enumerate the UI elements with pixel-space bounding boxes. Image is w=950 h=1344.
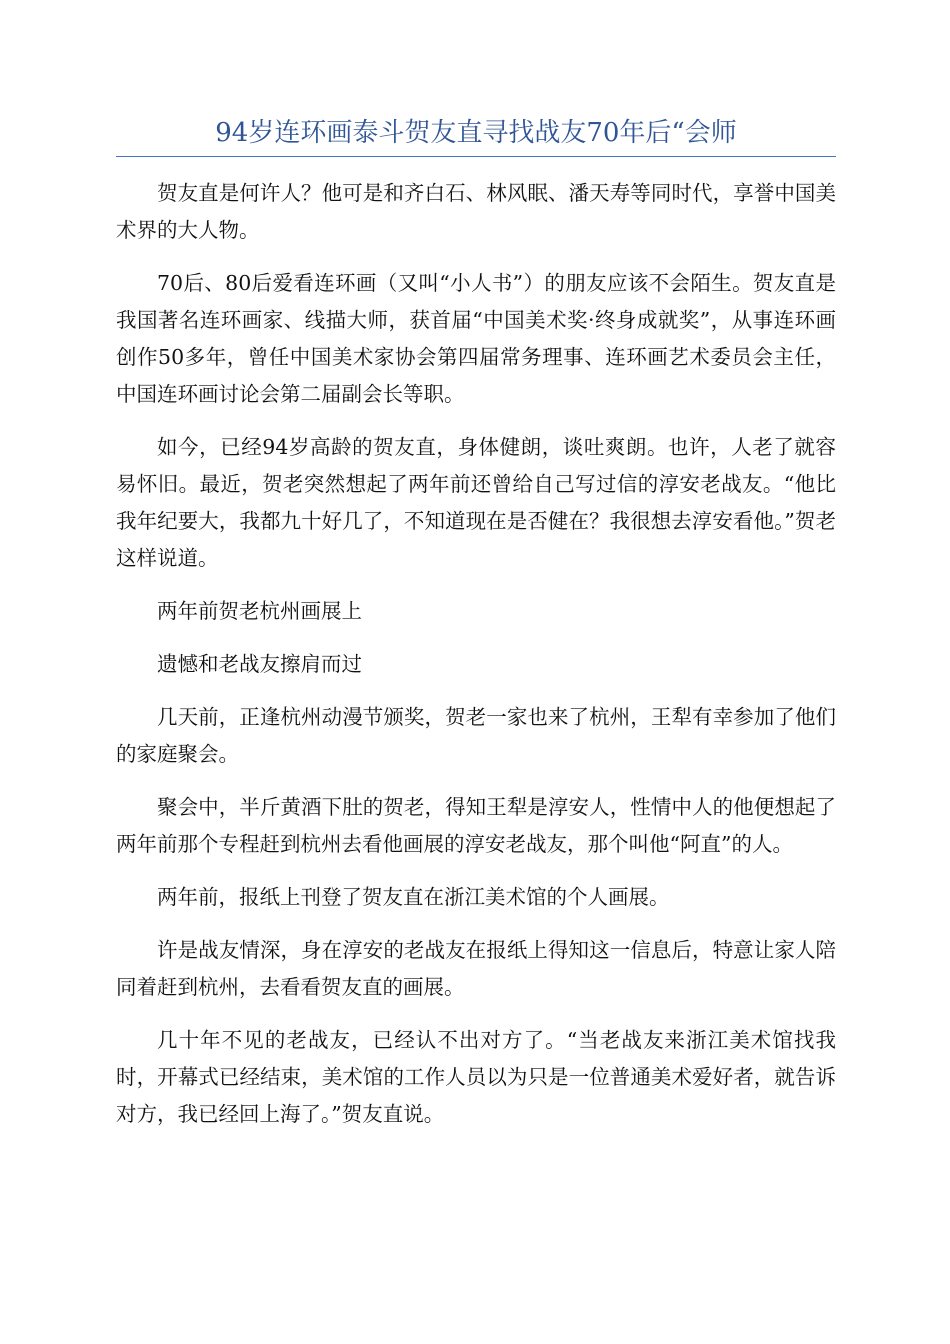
paragraph-7: 聚会中，半斤黄酒下肚的贺老，得知王犁是淳安人，性情中人的他便想起了两年前那个专程赶到杭州去看他画展的淳安老战友，那个叫他“阿直”的人。 [116, 795, 836, 856]
paragraph-6: 几天前，正逢杭州动漫节颁奖，贺老一家也来了杭州，王犁有幸参加了他们的家庭聚会。 [116, 705, 836, 766]
subheading-line-2: 遗憾和老战友擦肩而过 [157, 652, 362, 676]
paragraph-2: 70后、80后爱看连环画（又叫“小人书”）的朋友应该不会陌生。贺友直是我国著名连环画家、线描大师，获首届“中国美术奖·终身成就奖”，从事连环画创作50多年，曾任中国美术家协会第四届常务理事、连环画艺术委员会主任，中国连环画讨论会第二届副会长等职。 [116, 271, 836, 406]
paragraph-9: 许是战友情深，身在淳安的老战友在报纸上得知这一信息后，特意让家人陪同着赶到杭州，去看看贺友直的画展。 [116, 938, 836, 999]
paragraph-10: 几十年不见的老战友，已经认不出对方了。“当老战友来浙江美术馆找我时，开幕式已经结束，美术馆的工作人员以为只是一位普通美术爱好者，就告诉对方，我已经回上海了。”贺友直说。 [116, 1028, 836, 1126]
article-body [116, 175, 836, 1149]
subheading-line-1: 两年前贺老杭州画展上 [157, 599, 362, 623]
page-title: 94岁连环画泰斗贺友直寻找战友70年后“会师 [215, 118, 737, 148]
title-block [116, 112, 836, 157]
paragraph-8: 两年前，报纸上刊登了贺友直在浙江美术馆的个人画展。 [157, 885, 670, 909]
paragraph-1: 贺友直是何许人？他可是和齐白石、林风眠、潘天寿等同时代，享誉中国美术界的大人物。 [116, 181, 836, 242]
paragraph-3: 如今，已经94岁高龄的贺友直，身体健朗，谈吐爽朗。也许，人老了就容易怀旧。最近，贺老突然想起了两年前还曾给自己写过信的淳安老战友。“他比我年纪要大，我都九十好几了，不知道现在是否健在？我很想去淳安看他。”贺老这样说道。 [116, 435, 836, 570]
